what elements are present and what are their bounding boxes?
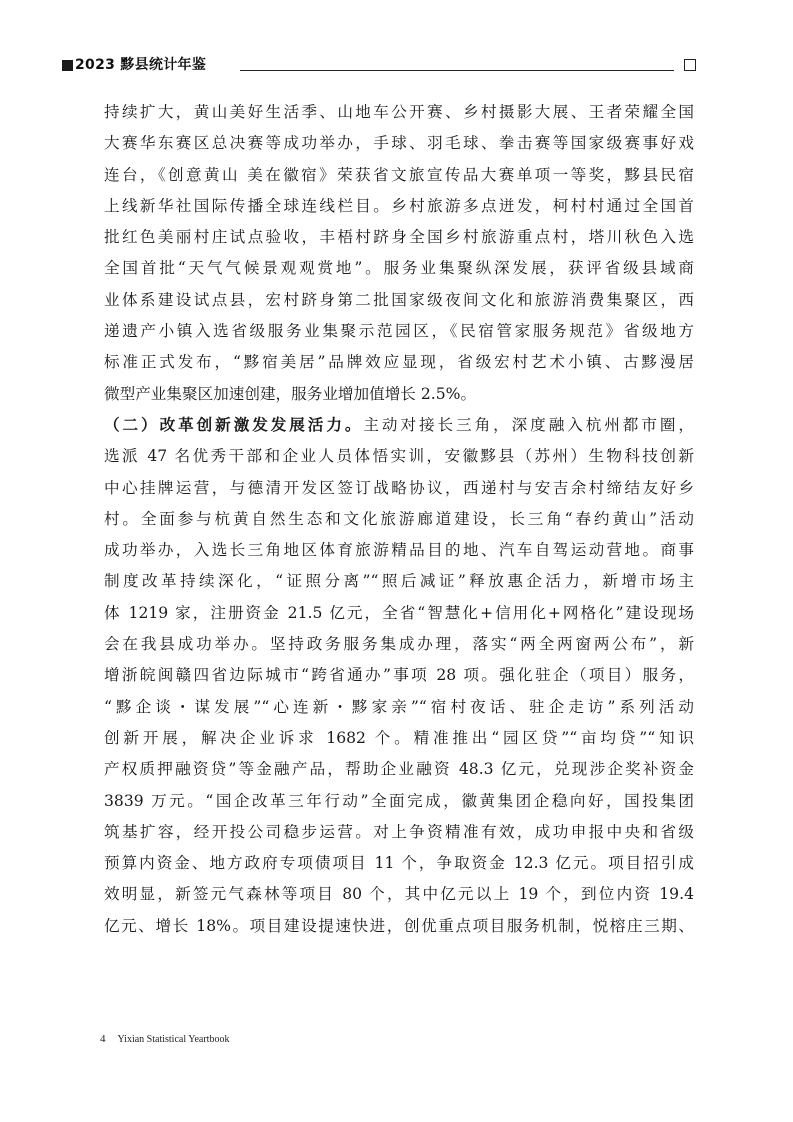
text-line: 业体系建设试点县，宏村跻身第二批国家级夜间文化和旅游消费集聚区，西 bbox=[104, 290, 694, 309]
text-line: 3839 万元。“国企改革三年行动”全面完成，徽黄集团企稳向好，国投集团 bbox=[104, 791, 694, 810]
text-line: 选派 47 名优秀干部和企业人员体悟实训，安徽黟县（苏州）生物科技创新 bbox=[104, 447, 694, 466]
text-line: 制度改革持续深化，“证照分离”“照后减证”释放惠企活力，新增市场主 bbox=[104, 572, 694, 591]
header-box-marker bbox=[684, 59, 696, 71]
header-square-marker bbox=[62, 60, 73, 71]
text-line: 增浙皖闽赣四省边际城市“跨省通办”事项 28 项。强化驻企（项目）服务， bbox=[104, 666, 694, 685]
page-number: 4 bbox=[100, 1033, 106, 1045]
text-line: 中心挂牌运营，与德清开发区签订战略协议，西递村与安吉余村缔结友好乡 bbox=[104, 478, 694, 497]
text-line: 会在我县成功举办。坚持政务服务集成办理，落实“两全两窗两公布”，新 bbox=[104, 635, 694, 654]
text-line: 体 1219 家，注册资金 21.5 亿元，全省“智慧化+信用化+网格化”建设现场 bbox=[104, 603, 694, 622]
text-line-with-lead bbox=[104, 410, 694, 441]
text-line: 村。全面参与杭黄自然生态和文化旅游廊道建设，长三角“春约黄山”活动 bbox=[104, 509, 694, 528]
text-line: 效明显，新签元气森林等项目 80 个，其中亿元以上 19 个，到位内资 19.4 bbox=[104, 885, 694, 904]
text-line: “黟企谈・谋发展”“心连新・黟家亲”“宿村夜话、驻企走访”系列活动 bbox=[104, 697, 694, 716]
footer-publication-name: Yixian Statistical Yeartbook bbox=[117, 1034, 230, 1045]
text-line: 大赛华东赛区总决赛等成功举办，手球、羽毛球、拳击赛等国家级赛事好戏 bbox=[104, 134, 694, 153]
page-footer bbox=[100, 1033, 229, 1045]
text-line: 成功举办，入选长三角地区体育旅游精品目的地、汽车自驾运动营地。商事 bbox=[104, 541, 694, 560]
header-title: 2023 黟县统计年鉴 bbox=[75, 57, 207, 73]
paragraph-1 bbox=[104, 97, 694, 410]
text-line: 标准正式发布，“黟宿美居”品牌效应显现，省级宏村艺术小镇、古黟漫居 bbox=[104, 353, 694, 372]
text-line: 持续扩大，黄山美好生活季、山地车公开赛、乡村摄影大展、王者荣耀全国 bbox=[104, 103, 694, 121]
header-rule bbox=[240, 70, 674, 71]
text-line: 批红色美丽村庄试点验收，丰梧村跻身全国乡村旅游重点村，塔川秋色入选 bbox=[104, 228, 694, 247]
text-line: 连台，《创意黄山 美在徽宿》荣获省文旅宣传品大赛单项一等奖，黟县民宿 bbox=[104, 165, 694, 184]
section-heading: （二）改革创新激发发展活力。 bbox=[104, 415, 364, 434]
text-line-rest: 主动对接长三角，深度融入杭州都市圈， bbox=[363, 415, 694, 434]
text-line: 亿元、增长 18%。项目建设提速快进，创优重点项目服务机制，悦榕庄三期、 bbox=[104, 916, 694, 935]
text-line: 递遗产小镇入选省级服务业集聚示范园区，《民宿管家服务规范》省级地方 bbox=[104, 322, 694, 341]
paragraph-2 bbox=[104, 410, 694, 942]
text-line: 上线新华社国际传播全球连线栏目。乡村旅游多点迸发，柯村村通过全国首 bbox=[104, 196, 694, 215]
text-line: 微型产业集聚区加速创建，服务业增加值增长 2.5%。 bbox=[104, 384, 477, 403]
text-line: 创新开展，解决企业诉求 1682 个。精准推出“园区贷”“亩均贷”“知识 bbox=[104, 728, 694, 747]
body-text bbox=[104, 97, 694, 942]
text-line: 产权质押融资贷”等金融产品，帮助企业融资 48.3 亿元，兑现涉企奖补资金 bbox=[104, 760, 694, 779]
text-line: 全国首批“天气气候景观观赏地”。服务业集聚纵深发展，获评省级县域商 bbox=[104, 259, 694, 278]
text-line: 筑基扩容，经开投公司稳步运营。对上争资精准有效，成功申报中央和省级 bbox=[104, 822, 694, 841]
running-header bbox=[62, 56, 696, 78]
text-line: 预算内资金、地方政府专项债项目 11 个，争取资金 12.3 亿元。项目招引成 bbox=[104, 854, 694, 873]
